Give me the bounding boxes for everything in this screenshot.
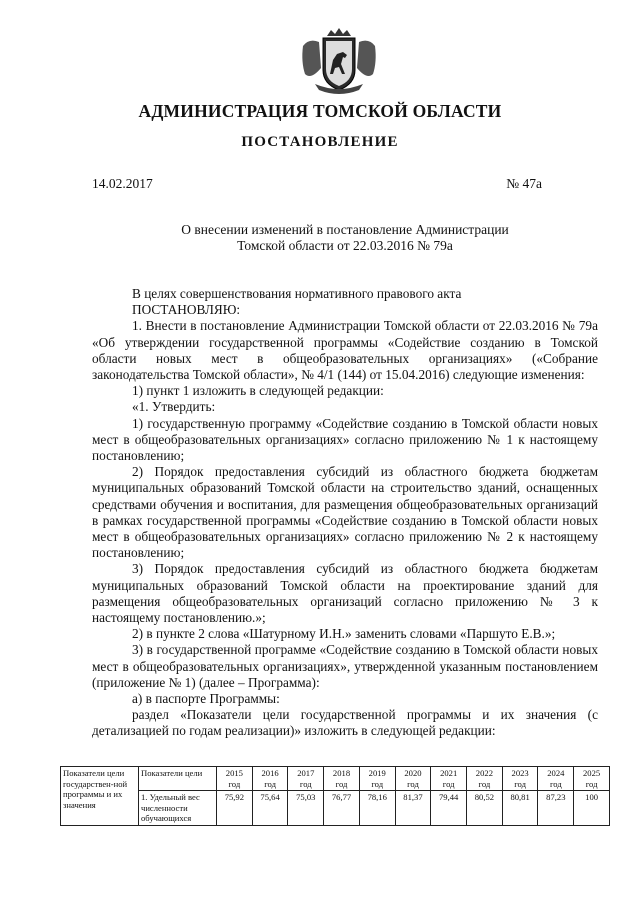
indicators-table [60, 766, 610, 826]
paragraph-subitem-3: 3) в государственной программе «Содействие созданию в Томской области новых мест в общеобразовательных организациях», утвержденной указанным постановлением (приложение № 1) (далее – Программа): [92, 642, 598, 690]
paragraph-approve-2: 2) Порядок предоставления субсидий из областного бюджета бюджетам муниципальных образований Томской области на строительство зданий, оснащенных средствами обучения и воспитания, для размещения общеобразовательных организаций в рамках государственной программы «Содействие созданию в Томской области новых мест в общеобразовательных организациях» согласно приложению № 2 к настоящему постановлению; [92, 464, 598, 561]
table-cell-value: 76,77 [324, 791, 360, 826]
table-year-header: 2015 год [217, 767, 253, 791]
organization-title: АДМИНИСТРАЦИЯ ТОМСКОЙ ОБЛАСТИ [138, 101, 502, 121]
paragraph-preamble: В целях совершенствования нормативного правового акта [132, 286, 462, 301]
document-number: № 47а [506, 176, 542, 191]
table-cell-value: 75,64 [252, 791, 288, 826]
table-cell-value: 75,03 [288, 791, 324, 826]
paragraph-approve-1: 1) государственную программу «Содействие созданию в Томской области новых мест в общеобразовательных организациях» согласно приложению № 1 к настоящему постановлению; [92, 415, 598, 464]
paragraph-approve: «1. Утвердить: [132, 399, 216, 415]
paragraph-subitem-a: а) в паспорте Программы: [132, 691, 280, 707]
table-year-header: 2022 год [467, 767, 503, 791]
table-year-header: 2019 год [359, 767, 395, 791]
document-subject [92, 222, 598, 254]
paragraph-subitem-2: 2) в пункте 2 слова «Шатурному И.Н.» заменить словами «Паршуто Е.В.»; [132, 626, 556, 642]
table-year-header: 2024 год [538, 767, 574, 791]
table-cell-col2-header: Показатели цели [139, 767, 217, 791]
document-body [92, 286, 598, 740]
paragraph-decree: ПОСТАНОВЛЯЮ: [132, 302, 241, 318]
paragraph-subitem-1: 1) пункт 1 изложить в следующей редакции: [132, 383, 384, 399]
table-row [61, 791, 610, 826]
table-year-header: 2020 год [395, 767, 431, 791]
table-cell-value: 78,16 [359, 791, 395, 826]
paragraph-approve-3: 3) Порядок предоставления субсидий из областного бюджета бюджетам муниципальных образований Томской области на проектирование зданий для размещения общеобразовательных организаций согласно приложению № 3 к настоящему постановлению.»; [92, 561, 598, 626]
table-cell-value: 80,81 [502, 791, 538, 826]
document-date: 14.02.2017 [92, 176, 153, 191]
table-year-header: 2025 год [574, 767, 610, 791]
subject-line-2: Томской области от 22.03.2016 № 79а [237, 238, 453, 253]
subject-line-1: О внесении изменений в постановление Администрации [181, 222, 509, 237]
table-cell-value: 87,23 [538, 791, 574, 826]
paragraph-section: раздел «Показатели цели государственной программы и их значения (с детализацией по годам реализации)» изложить в следующей редакции: [92, 707, 598, 739]
paragraph-item-1: 1. Внести в постановление Администрации Томской области от 22.03.2016 № 79а «Об утверждении государственной программы «Содействие созданию в Томской области новых мест в общеобразовательных организациях» («Собрание законодательства Томской области», № 4/1 (144) от 15.04.2016) следующие изменения: [92, 318, 598, 383]
coat-of-arms-emblem [297, 28, 381, 94]
table-cell-indicator: 1. Удельный вес численности обучающихся [139, 791, 217, 826]
table-cell-value: 81,37 [395, 791, 431, 826]
table-year-header: 2017 год [288, 767, 324, 791]
table-year-header: 2018 год [324, 767, 360, 791]
table-year-header: 2023 год [502, 767, 538, 791]
table-cell-col1-header: Показатели цели государствен-ной программы и их значения [61, 767, 139, 826]
table-cell-value: 80,52 [467, 791, 503, 826]
table-header-row [61, 767, 610, 791]
table-year-header: 2016 год [252, 767, 288, 791]
table-year-header: 2021 год [431, 767, 467, 791]
table-cell-value: 75,92 [217, 791, 253, 826]
table-cell-value: 100 [574, 791, 610, 826]
table-cell-value: 79,44 [431, 791, 467, 826]
document-type: ПОСТАНОВЛЕНИЕ [241, 134, 399, 150]
